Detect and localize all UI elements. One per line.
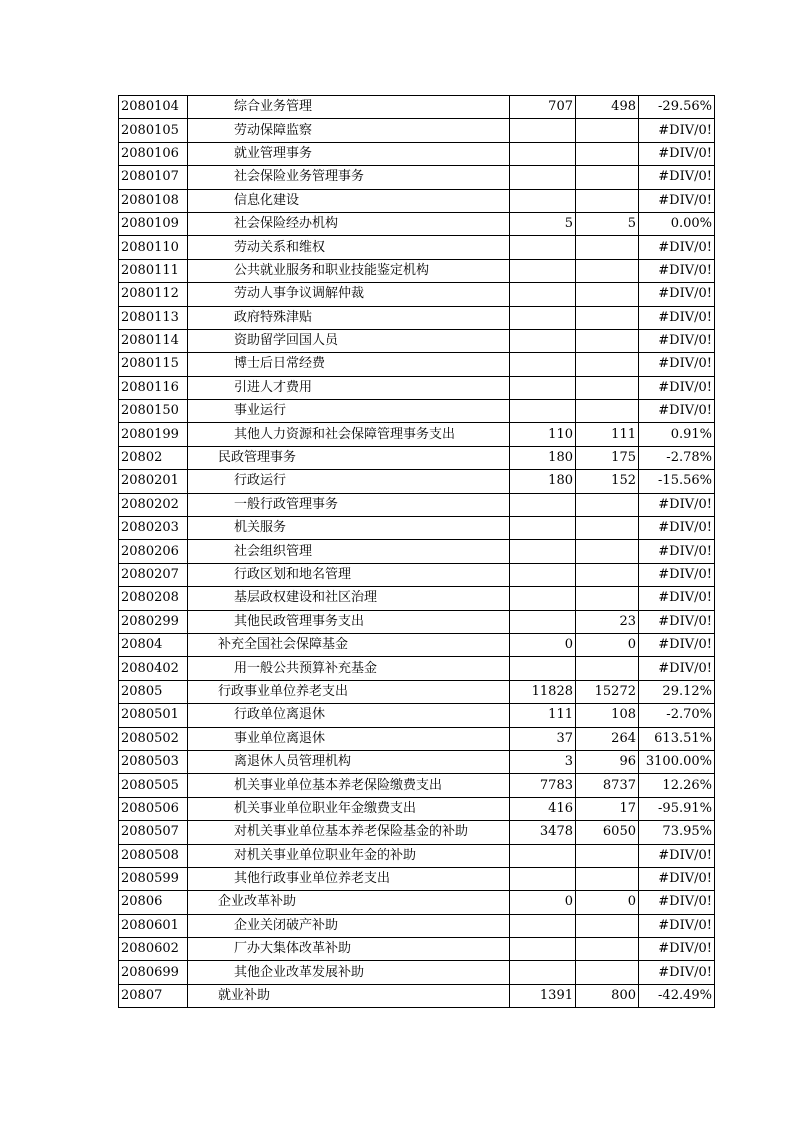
row-value-2020-cell: 96 bbox=[576, 750, 639, 773]
row-change-pct-cell: #DIV/0! bbox=[639, 236, 715, 259]
row-value-2019-cell bbox=[510, 517, 576, 540]
row-value-2019-cell bbox=[510, 610, 576, 633]
row-code-cell: 2080109 bbox=[119, 212, 188, 235]
row-value-2020-cell: 264 bbox=[576, 727, 639, 750]
row-name-cell: 离退休人员管理机构 bbox=[188, 750, 510, 773]
row-name-cell: 行政区划和地名管理 bbox=[188, 563, 510, 586]
table-row bbox=[119, 446, 715, 469]
row-value-2020-cell bbox=[576, 938, 639, 961]
row-name-cell: 信息化建设 bbox=[188, 189, 510, 212]
table-row bbox=[119, 797, 715, 820]
table-row bbox=[119, 329, 715, 352]
row-code-cell: 2080601 bbox=[119, 914, 188, 937]
row-value-2020-cell: 6050 bbox=[576, 821, 639, 844]
row-value-2019-cell bbox=[510, 844, 576, 867]
row-value-2020-cell: 111 bbox=[576, 423, 639, 446]
row-value-2020-cell: 17 bbox=[576, 797, 639, 820]
row-value-2020-cell bbox=[576, 400, 639, 423]
row-value-2019-cell bbox=[510, 938, 576, 961]
table-row bbox=[119, 844, 715, 867]
row-code-cell: 2080208 bbox=[119, 587, 188, 610]
table-row bbox=[119, 750, 715, 773]
row-value-2019-cell: 111 bbox=[510, 704, 576, 727]
row-change-pct-cell: #DIV/0! bbox=[639, 400, 715, 423]
row-code-cell: 2080602 bbox=[119, 938, 188, 961]
row-change-pct-cell: #DIV/0! bbox=[639, 376, 715, 399]
table-row bbox=[119, 633, 715, 656]
row-change-pct-cell: #DIV/0! bbox=[639, 283, 715, 306]
row-code-cell: 2080502 bbox=[119, 727, 188, 750]
table-row bbox=[119, 587, 715, 610]
table-row bbox=[119, 563, 715, 586]
row-change-pct-cell: #DIV/0! bbox=[639, 329, 715, 352]
row-value-2019-cell bbox=[510, 914, 576, 937]
row-name-cell: 民政管理事务 bbox=[188, 446, 510, 469]
row-value-2019-cell: 180 bbox=[510, 446, 576, 469]
table-row bbox=[119, 306, 715, 329]
row-value-2019-cell bbox=[510, 400, 576, 423]
row-name-cell: 引进人才费用 bbox=[188, 376, 510, 399]
row-value-2020-cell bbox=[576, 189, 639, 212]
row-change-pct-cell: 73.95% bbox=[639, 821, 715, 844]
row-value-2020-cell bbox=[576, 259, 639, 282]
row-value-2020-cell bbox=[576, 914, 639, 937]
row-name-cell: 就业补助 bbox=[188, 984, 510, 1007]
row-name-cell: 博士后日常经费 bbox=[188, 353, 510, 376]
row-change-pct-cell: 3100.00% bbox=[639, 750, 715, 773]
row-value-2020-cell: 8737 bbox=[576, 774, 639, 797]
row-change-pct-cell: -29.56% bbox=[639, 96, 715, 119]
row-name-cell: 政府特殊津贴 bbox=[188, 306, 510, 329]
row-value-2019-cell: 5 bbox=[510, 212, 576, 235]
row-value-2019-cell bbox=[510, 587, 576, 610]
table-row bbox=[119, 259, 715, 282]
row-value-2019-cell: 0 bbox=[510, 891, 576, 914]
row-code-cell: 20804 bbox=[119, 633, 188, 656]
row-value-2019-cell: 110 bbox=[510, 423, 576, 446]
row-change-pct-cell: #DIV/0! bbox=[639, 914, 715, 937]
row-name-cell: 机关事业单位职业年金缴费支出 bbox=[188, 797, 510, 820]
row-change-pct-cell: #DIV/0! bbox=[639, 844, 715, 867]
row-value-2019-cell bbox=[510, 259, 576, 282]
row-name-cell: 社会保险经办机构 bbox=[188, 212, 510, 235]
row-name-cell: 行政运行 bbox=[188, 470, 510, 493]
row-value-2020-cell bbox=[576, 657, 639, 680]
row-code-cell: 20807 bbox=[119, 984, 188, 1007]
row-name-cell: 其他行政事业单位养老支出 bbox=[188, 867, 510, 890]
row-code-cell: 20805 bbox=[119, 680, 188, 703]
row-code-cell: 2080206 bbox=[119, 540, 188, 563]
row-value-2019-cell bbox=[510, 961, 576, 984]
row-value-2019-cell: 707 bbox=[510, 96, 576, 119]
row-name-cell: 事业单位离退休 bbox=[188, 727, 510, 750]
row-change-pct-cell: #DIV/0! bbox=[639, 587, 715, 610]
row-name-cell: 用一般公共预算补充基金 bbox=[188, 657, 510, 680]
row-change-pct-cell: -2.70% bbox=[639, 704, 715, 727]
row-value-2020-cell bbox=[576, 961, 639, 984]
row-change-pct-cell: #DIV/0! bbox=[639, 517, 715, 540]
row-code-cell: 2080402 bbox=[119, 657, 188, 680]
table-row bbox=[119, 540, 715, 563]
row-code-cell: 20806 bbox=[119, 891, 188, 914]
row-value-2019-cell bbox=[510, 166, 576, 189]
table-row bbox=[119, 984, 715, 1007]
row-name-cell: 对机关事业单位职业年金的补助 bbox=[188, 844, 510, 867]
row-value-2020-cell bbox=[576, 540, 639, 563]
table-row bbox=[119, 96, 715, 119]
row-code-cell: 2080201 bbox=[119, 470, 188, 493]
row-value-2020-cell: 0 bbox=[576, 633, 639, 656]
table-row bbox=[119, 236, 715, 259]
table-row bbox=[119, 493, 715, 516]
budget-table bbox=[118, 95, 715, 1008]
row-change-pct-cell: #DIV/0! bbox=[639, 867, 715, 890]
row-change-pct-cell: -15.56% bbox=[639, 470, 715, 493]
row-value-2019-cell bbox=[510, 867, 576, 890]
row-value-2020-cell: 23 bbox=[576, 610, 639, 633]
row-change-pct-cell: #DIV/0! bbox=[639, 961, 715, 984]
table-row bbox=[119, 119, 715, 142]
table-row bbox=[119, 283, 715, 306]
row-name-cell: 基层政权建设和社区治理 bbox=[188, 587, 510, 610]
row-value-2020-cell: 15272 bbox=[576, 680, 639, 703]
table-row bbox=[119, 353, 715, 376]
row-name-cell: 综合业务管理 bbox=[188, 96, 510, 119]
row-value-2020-cell bbox=[576, 376, 639, 399]
table-row bbox=[119, 142, 715, 165]
row-code-cell: 2080207 bbox=[119, 563, 188, 586]
row-code-cell: 2080299 bbox=[119, 610, 188, 633]
row-code-cell: 2080116 bbox=[119, 376, 188, 399]
table-row bbox=[119, 727, 715, 750]
budget-table-body bbox=[119, 96, 715, 1008]
row-value-2019-cell bbox=[510, 376, 576, 399]
row-code-cell: 2080106 bbox=[119, 142, 188, 165]
row-value-2020-cell bbox=[576, 283, 639, 306]
table-row bbox=[119, 680, 715, 703]
row-name-cell: 机关事业单位基本养老保险缴费支出 bbox=[188, 774, 510, 797]
row-value-2019-cell bbox=[510, 283, 576, 306]
row-code-cell: 2080112 bbox=[119, 283, 188, 306]
row-code-cell: 2080111 bbox=[119, 259, 188, 282]
row-value-2019-cell bbox=[510, 142, 576, 165]
row-code-cell: 2080110 bbox=[119, 236, 188, 259]
row-code-cell: 2080104 bbox=[119, 96, 188, 119]
row-value-2019-cell bbox=[510, 189, 576, 212]
row-value-2019-cell: 416 bbox=[510, 797, 576, 820]
row-name-cell: 就业管理事务 bbox=[188, 142, 510, 165]
row-value-2019-cell bbox=[510, 119, 576, 142]
row-name-cell: 企业关闭破产补助 bbox=[188, 914, 510, 937]
row-name-cell: 社会保险业务管理事务 bbox=[188, 166, 510, 189]
table-row bbox=[119, 867, 715, 890]
row-value-2019-cell: 11828 bbox=[510, 680, 576, 703]
row-value-2019-cell bbox=[510, 563, 576, 586]
row-value-2019-cell bbox=[510, 540, 576, 563]
row-name-cell: 其他人力资源和社会保障管理事务支出 bbox=[188, 423, 510, 446]
row-name-cell: 厂办大集体改革补助 bbox=[188, 938, 510, 961]
row-name-cell: 劳动人事争议调解仲裁 bbox=[188, 283, 510, 306]
row-change-pct-cell: #DIV/0! bbox=[639, 633, 715, 656]
table-row bbox=[119, 400, 715, 423]
row-name-cell: 行政事业单位养老支出 bbox=[188, 680, 510, 703]
row-name-cell: 对机关事业单位基本养老保险基金的补助 bbox=[188, 821, 510, 844]
row-code-cell: 20802 bbox=[119, 446, 188, 469]
row-code-cell: 2080115 bbox=[119, 353, 188, 376]
row-value-2020-cell: 5 bbox=[576, 212, 639, 235]
row-value-2020-cell bbox=[576, 493, 639, 516]
row-value-2020-cell: 800 bbox=[576, 984, 639, 1007]
row-change-pct-cell: #DIV/0! bbox=[639, 493, 715, 516]
row-value-2020-cell: 498 bbox=[576, 96, 639, 119]
row-value-2020-cell bbox=[576, 306, 639, 329]
row-name-cell: 一般行政管理事务 bbox=[188, 493, 510, 516]
row-name-cell: 资助留学回国人员 bbox=[188, 329, 510, 352]
table-row bbox=[119, 774, 715, 797]
row-change-pct-cell: #DIV/0! bbox=[639, 119, 715, 142]
row-value-2020-cell bbox=[576, 587, 639, 610]
row-value-2020-cell bbox=[576, 353, 639, 376]
row-name-cell: 行政单位离退休 bbox=[188, 704, 510, 727]
row-code-cell: 2080599 bbox=[119, 867, 188, 890]
row-value-2020-cell bbox=[576, 142, 639, 165]
row-value-2019-cell: 7783 bbox=[510, 774, 576, 797]
row-code-cell: 2080150 bbox=[119, 400, 188, 423]
row-value-2020-cell bbox=[576, 517, 639, 540]
row-code-cell: 2080503 bbox=[119, 750, 188, 773]
row-value-2020-cell: 152 bbox=[576, 470, 639, 493]
row-value-2019-cell bbox=[510, 306, 576, 329]
row-value-2020-cell bbox=[576, 329, 639, 352]
row-code-cell: 2080202 bbox=[119, 493, 188, 516]
row-change-pct-cell: #DIV/0! bbox=[639, 657, 715, 680]
row-code-cell: 2080114 bbox=[119, 329, 188, 352]
table-row bbox=[119, 212, 715, 235]
table-row bbox=[119, 704, 715, 727]
row-code-cell: 2080113 bbox=[119, 306, 188, 329]
row-value-2019-cell bbox=[510, 236, 576, 259]
row-change-pct-cell: 29.12% bbox=[639, 680, 715, 703]
table-row bbox=[119, 470, 715, 493]
table-row bbox=[119, 610, 715, 633]
table-row bbox=[119, 166, 715, 189]
table-row bbox=[119, 517, 715, 540]
row-name-cell: 社会组织管理 bbox=[188, 540, 510, 563]
row-value-2020-cell bbox=[576, 166, 639, 189]
row-change-pct-cell: #DIV/0! bbox=[639, 610, 715, 633]
row-value-2019-cell: 37 bbox=[510, 727, 576, 750]
row-value-2019-cell bbox=[510, 353, 576, 376]
row-name-cell: 公共就业服务和职业技能鉴定机构 bbox=[188, 259, 510, 282]
row-change-pct-cell: #DIV/0! bbox=[639, 142, 715, 165]
row-code-cell: 2080699 bbox=[119, 961, 188, 984]
row-value-2020-cell bbox=[576, 867, 639, 890]
table-row bbox=[119, 657, 715, 680]
row-value-2020-cell: 108 bbox=[576, 704, 639, 727]
row-value-2020-cell: 175 bbox=[576, 446, 639, 469]
row-change-pct-cell: #DIV/0! bbox=[639, 540, 715, 563]
row-value-2019-cell bbox=[510, 329, 576, 352]
row-value-2020-cell: 0 bbox=[576, 891, 639, 914]
row-change-pct-cell: -42.49% bbox=[639, 984, 715, 1007]
row-code-cell: 2080105 bbox=[119, 119, 188, 142]
table-row bbox=[119, 914, 715, 937]
row-change-pct-cell: #DIV/0! bbox=[639, 938, 715, 961]
row-change-pct-cell: #DIV/0! bbox=[639, 891, 715, 914]
row-code-cell: 2080507 bbox=[119, 821, 188, 844]
row-change-pct-cell: #DIV/0! bbox=[639, 306, 715, 329]
row-change-pct-cell: 0.91% bbox=[639, 423, 715, 446]
row-code-cell: 2080501 bbox=[119, 704, 188, 727]
row-change-pct-cell: #DIV/0! bbox=[639, 189, 715, 212]
row-value-2019-cell: 3 bbox=[510, 750, 576, 773]
row-name-cell: 机关服务 bbox=[188, 517, 510, 540]
table-row bbox=[119, 423, 715, 446]
table-row bbox=[119, 891, 715, 914]
row-code-cell: 2080203 bbox=[119, 517, 188, 540]
table-row bbox=[119, 961, 715, 984]
row-change-pct-cell: #DIV/0! bbox=[639, 353, 715, 376]
row-code-cell: 2080108 bbox=[119, 189, 188, 212]
table-row bbox=[119, 821, 715, 844]
row-change-pct-cell: 613.51% bbox=[639, 727, 715, 750]
row-code-cell: 2080107 bbox=[119, 166, 188, 189]
row-change-pct-cell: -2.78% bbox=[639, 446, 715, 469]
row-value-2019-cell: 0 bbox=[510, 633, 576, 656]
row-change-pct-cell: 0.00% bbox=[639, 212, 715, 235]
row-change-pct-cell: 12.26% bbox=[639, 774, 715, 797]
row-code-cell: 2080505 bbox=[119, 774, 188, 797]
row-name-cell: 其他民政管理事务支出 bbox=[188, 610, 510, 633]
table-row bbox=[119, 938, 715, 961]
row-value-2019-cell bbox=[510, 657, 576, 680]
row-code-cell: 2080506 bbox=[119, 797, 188, 820]
row-code-cell: 2080199 bbox=[119, 423, 188, 446]
row-change-pct-cell: #DIV/0! bbox=[639, 166, 715, 189]
table-row bbox=[119, 376, 715, 399]
row-code-cell: 2080508 bbox=[119, 844, 188, 867]
row-change-pct-cell: #DIV/0! bbox=[639, 259, 715, 282]
row-value-2019-cell bbox=[510, 493, 576, 516]
row-change-pct-cell: #DIV/0! bbox=[639, 563, 715, 586]
row-value-2020-cell bbox=[576, 236, 639, 259]
row-value-2020-cell bbox=[576, 563, 639, 586]
row-change-pct-cell: -95.91% bbox=[639, 797, 715, 820]
row-value-2019-cell: 180 bbox=[510, 470, 576, 493]
row-name-cell: 企业改革补助 bbox=[188, 891, 510, 914]
row-value-2019-cell: 1391 bbox=[510, 984, 576, 1007]
row-value-2020-cell bbox=[576, 119, 639, 142]
row-name-cell: 劳动关系和维权 bbox=[188, 236, 510, 259]
row-name-cell: 劳动保障监察 bbox=[188, 119, 510, 142]
row-name-cell: 其他企业改革发展补助 bbox=[188, 961, 510, 984]
row-name-cell: 补充全国社会保障基金 bbox=[188, 633, 510, 656]
table-row bbox=[119, 189, 715, 212]
row-value-2020-cell bbox=[576, 844, 639, 867]
row-value-2019-cell: 3478 bbox=[510, 821, 576, 844]
row-name-cell: 事业运行 bbox=[188, 400, 510, 423]
